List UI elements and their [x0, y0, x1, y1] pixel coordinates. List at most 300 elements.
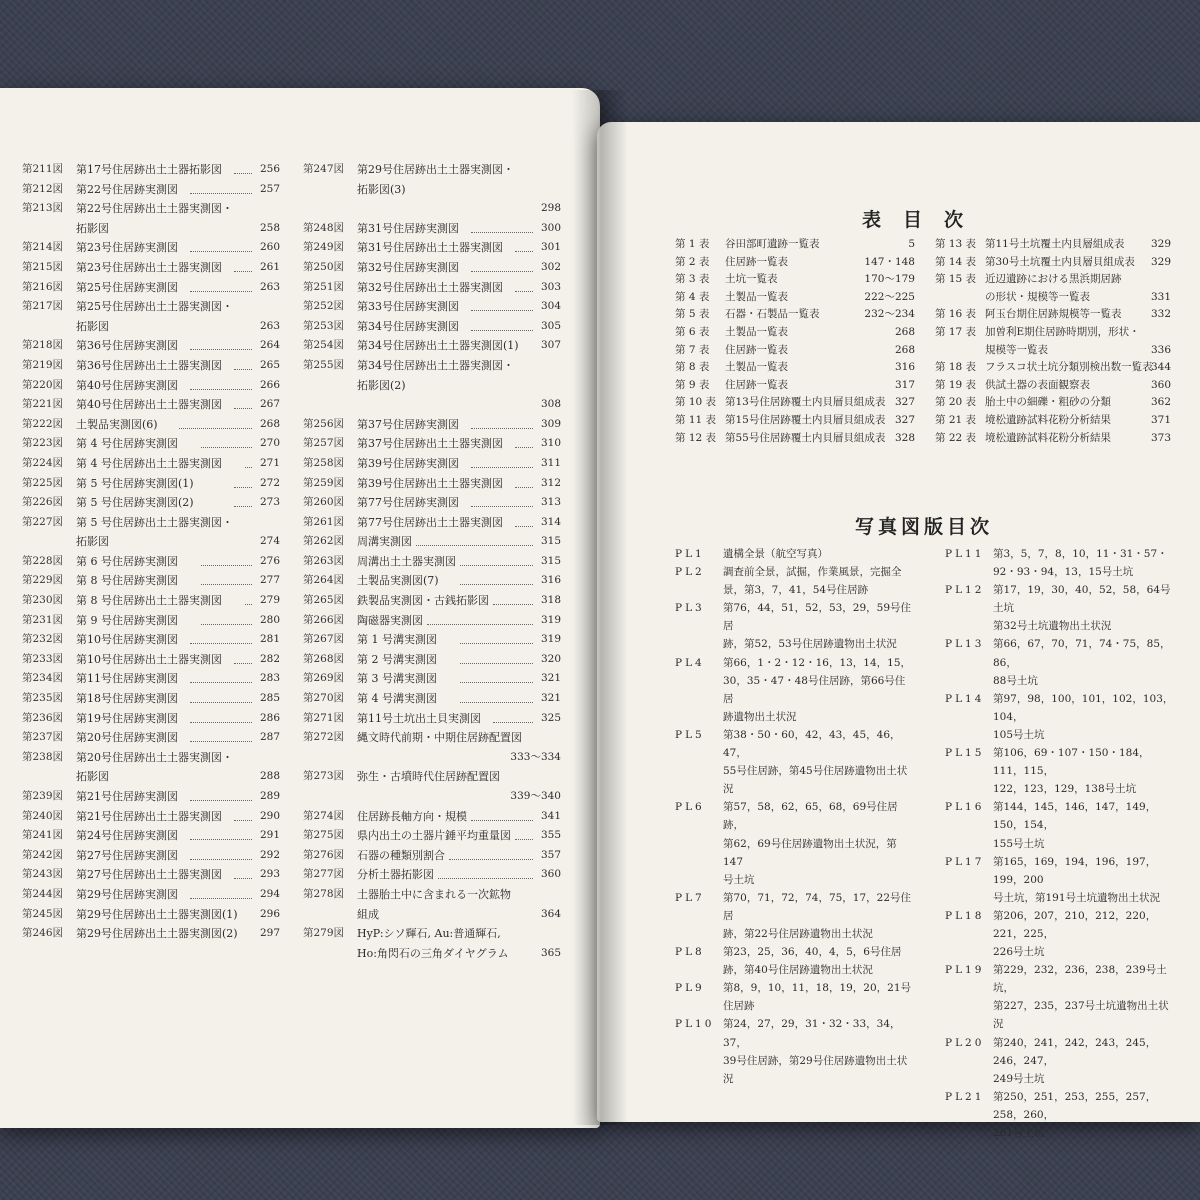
figure-title: 第36号住居跡実測図 [76, 339, 178, 353]
page-number: 277 [259, 574, 280, 587]
table-entry [935, 289, 1171, 307]
leader-dots [234, 369, 252, 370]
table-number: 第 2 表 [675, 255, 710, 268]
leader-dots [190, 643, 252, 644]
page-number: 281 [259, 633, 280, 646]
figure-number: 第238図 [22, 750, 64, 763]
plate-number: PL8 [675, 946, 705, 959]
plate-contents: 第17，19，30，40，52，58，64号土坑 第32号土坑遺物出土状況 [993, 584, 1171, 633]
table-number: 第 11 表 [675, 413, 717, 426]
figure-number: 第241図 [22, 829, 64, 842]
leader-dots [471, 232, 533, 233]
page-number: 257 [259, 182, 280, 195]
page-number: 268 [894, 325, 915, 338]
figure-number: 第222図 [22, 417, 64, 430]
figure-entry [303, 532, 561, 552]
page-number: 307 [540, 339, 561, 352]
table-title: 第55号住居跡覆土内貝層貝組成表 [725, 431, 886, 444]
figure-entry [22, 846, 280, 866]
figure-title: 第 8 号住居跡実測図 [76, 574, 178, 588]
table-entry [675, 412, 915, 430]
figure-entry [22, 454, 280, 474]
page-number: 267 [259, 398, 280, 411]
leader-dots [416, 545, 533, 546]
table-entry [675, 377, 915, 395]
table-number: 第 10 表 [675, 396, 717, 409]
page-number: 332 [1150, 308, 1171, 321]
table-title: 土製品一覧表 [725, 290, 788, 303]
figure-number: 第239図 [22, 790, 64, 802]
leader-dots [190, 898, 252, 899]
page-number: 258 [259, 221, 280, 234]
leader-dots [515, 487, 533, 488]
table-title: 住居跡一覧表 [725, 343, 788, 356]
leader-dots [460, 643, 533, 644]
figure-entry [22, 787, 280, 807]
plate-entry [945, 961, 1175, 1033]
figure-entry [22, 728, 280, 748]
plate-entry [675, 798, 915, 888]
plate-entry [945, 690, 1175, 744]
table-entry [675, 289, 915, 307]
figure-title: 組成 [357, 907, 379, 921]
page-number: 303 [540, 280, 561, 293]
figure-entry [303, 826, 561, 846]
figure-title: 第21号住居跡出土土器実測図 [76, 809, 222, 823]
figure-entry-continuation [22, 317, 280, 337]
page-number: 265 [259, 358, 280, 371]
figure-title: 第 5 号住居跡出土土器実測図・ [76, 515, 233, 529]
table-title: 土製品一覧表 [725, 361, 788, 374]
leader-dots [190, 349, 252, 350]
figure-entry [303, 356, 561, 376]
table-entry [935, 342, 1171, 360]
figure-entry [303, 317, 561, 337]
figure-entry [22, 336, 280, 356]
page-number: 263 [259, 280, 280, 293]
figure-entry-continuation [303, 180, 561, 200]
figure-title: 第10号住居跡実測図 [76, 633, 178, 647]
leader-dots [471, 428, 533, 429]
page-number: 288 [259, 770, 280, 783]
figure-number: 第219図 [22, 358, 64, 371]
figure-entry [22, 669, 280, 689]
leader-dots [190, 702, 252, 703]
figure-title: 第34号住居跡出土土器実測図・ [357, 358, 514, 372]
plate-number: PL1 [675, 548, 705, 560]
figure-entry [22, 885, 280, 905]
table-title: 第13号住居跡覆土内貝層貝組成表 [725, 396, 886, 409]
figure-title: 第24号住居跡実測図 [76, 829, 178, 843]
page-number: 170～179 [864, 273, 915, 286]
figure-entry-continuation [22, 767, 280, 787]
leader-dots [190, 389, 252, 390]
figure-title: 周溝実測図 [357, 535, 412, 549]
figure-title: 拓影図 [76, 535, 109, 549]
figure-title: 第17号住居跡出土土器拓影図 [76, 163, 222, 176]
table-number: 第 18 表 [935, 361, 977, 374]
page-number: 336 [1150, 343, 1171, 356]
page-number: 373 [1150, 431, 1171, 444]
plate-contents: 第8，9，10，11，18，19，20，21号 住居跡 [723, 982, 912, 1013]
figure-number: 第275図 [303, 829, 345, 842]
figure-entry-continuation [303, 787, 561, 807]
leader-dots [190, 722, 252, 723]
figure-entry [303, 415, 561, 435]
figure-entry [22, 552, 280, 572]
figure-title: 第40号住居跡出土土器実測図 [76, 398, 222, 412]
figure-title: 弥生・古墳時代住居跡配置図 [357, 770, 500, 784]
figure-title: 第 1 号溝実測図 [357, 633, 437, 647]
figure-entry [22, 689, 280, 709]
plate-contents: 第23，25，36，40，4，5，6号住居 跡，第40号住居跡遺物出土状況 [723, 946, 902, 977]
page-number: 268 [259, 417, 280, 430]
page-number: 321 [540, 672, 561, 685]
page-number: 325 [540, 711, 561, 724]
table-title: 住居跡一覧表 [725, 378, 788, 391]
figure-title: 第29号住居跡出土土器実測図・ [357, 163, 514, 176]
table-entry [675, 254, 915, 272]
figure-entry [22, 513, 280, 533]
figure-number: 第250図 [303, 260, 345, 273]
figure-number: 第237図 [22, 731, 64, 744]
page-number: 314 [540, 515, 561, 528]
figure-entry [22, 238, 280, 258]
plate-number: PL18 [945, 909, 985, 922]
plate-contents: 遺構全景（航空写真） [723, 548, 828, 560]
plate-entry [675, 943, 915, 979]
figure-number: 第253図 [303, 319, 345, 332]
figure-number: 第251図 [303, 280, 345, 293]
figure-title: 第37号住居跡出土土器実測図 [357, 437, 503, 451]
figure-number: 第235図 [22, 692, 64, 705]
plate-entry [675, 889, 915, 943]
figure-number: 第260図 [303, 496, 345, 509]
plate-entry [945, 1034, 1175, 1088]
table-number: 第 9 表 [675, 378, 710, 391]
figure-entry [303, 630, 561, 650]
plate-entry [945, 853, 1175, 907]
page-number: 308 [540, 398, 561, 411]
page-number: 331 [1150, 290, 1171, 303]
plate-contents: 第144，145，146，147，149，150，154， 155号土坑 [993, 801, 1157, 850]
page-number: 296 [259, 907, 280, 920]
page-number: 268 [894, 343, 915, 356]
figure-entry [303, 336, 561, 356]
leader-dots [460, 565, 533, 566]
table-entry [935, 394, 1171, 412]
figure-number: 第276図 [303, 848, 345, 861]
leader-dots [190, 859, 252, 860]
plate-contents: 第38・50・60，42，43，45，46，47， 55号住居跡，第45号住居跡遺物出土状 況 [723, 728, 908, 796]
figure-number: 第272図 [303, 731, 345, 744]
leader-dots [438, 878, 533, 879]
page-number: 305 [540, 319, 561, 332]
figure-number: 第256図 [303, 417, 345, 430]
figure-title: 第 8 号住居跡出土土器実測図 [76, 594, 222, 608]
leader-dots [471, 506, 533, 507]
leader-dots [201, 624, 252, 625]
leader-dots [460, 663, 533, 664]
page-number: 316 [894, 361, 915, 374]
page-number: 147・148 [864, 255, 915, 268]
figure-list-column-1 [22, 160, 280, 944]
figure-number: 第245図 [22, 907, 64, 920]
figure-entry [22, 199, 280, 219]
page-number: 271 [259, 456, 280, 469]
plate-list-column-2 [945, 545, 1175, 1142]
figure-title: 鉄製品実測図・古銭拓影図 [357, 594, 489, 608]
figure-title: 第 4 号住居跡出土土器実測図 [76, 456, 222, 470]
figure-title: 第34号住居跡出土土器実測図(1) [357, 339, 519, 353]
table-number: 第 8 表 [675, 361, 710, 374]
figure-entry [22, 924, 280, 944]
page-number: 282 [259, 652, 280, 665]
leader-dots [190, 682, 252, 683]
page-number: 341 [540, 809, 561, 822]
page-number: 319 [540, 633, 561, 646]
leader-dots [234, 506, 252, 507]
figure-title: 第77号住居跡出土土器実測図 [357, 515, 503, 529]
leader-dots [460, 682, 533, 683]
page-number: 256 [259, 163, 280, 175]
figure-number: 第252図 [303, 300, 345, 313]
figure-title: 拓影図 [76, 319, 109, 333]
figure-title: 土器胎土中に含まれる一次鉱物 [357, 887, 511, 901]
figure-number: 第259図 [303, 476, 345, 489]
plate-contents: 第66，1・2・12・16，13，14，15， 30，35・47・48号住居跡，第66号住居 跡遺物出土状況 [723, 656, 912, 723]
page-number: 293 [259, 868, 280, 881]
figure-title: 県内出土の土器片錘平均重量図 [357, 829, 511, 843]
plate-entry [675, 726, 915, 798]
figure-number: 第248図 [303, 221, 345, 234]
page-number: 360 [540, 868, 561, 881]
figure-title: 第40号住居跡実測図 [76, 378, 178, 392]
table-entry [935, 254, 1171, 272]
figure-number: 第278図 [303, 887, 345, 900]
figure-entry [22, 571, 280, 591]
page-number: 371 [1150, 413, 1171, 426]
leader-dots [471, 330, 533, 331]
plate-contents: 第240，241，242，243，245，246，247， 249号土坑 [993, 1036, 1157, 1085]
table-title: 住居跡一覧表 [725, 255, 788, 268]
table-number: 第 20 表 [935, 396, 977, 409]
figure-entry [22, 297, 280, 317]
figure-number: 第265図 [303, 594, 345, 607]
table-entry [675, 306, 915, 324]
page-number: 304 [540, 300, 561, 313]
figure-number: 第257図 [303, 437, 345, 450]
figure-entry [303, 258, 561, 278]
leader-dots [471, 820, 533, 821]
figure-title: 第19号住居跡実測図 [76, 711, 178, 725]
table-title: の形状・規模等一覧表 [985, 290, 1090, 303]
plate-contents: 第57，58，62，65，68，69号住居跡， 第62，69号住居跡遺物出土状況，第147 号土坑 [723, 801, 898, 886]
page-number: 327 [894, 396, 915, 409]
leader-dots [190, 291, 252, 292]
leader-dots [190, 251, 252, 252]
figure-title: 第39号住居跡出土土器実測図 [357, 476, 503, 490]
figure-number: 第270図 [303, 692, 345, 705]
page-number: 266 [259, 378, 280, 391]
figure-title: 第31号住居跡出土土器実測図 [357, 241, 503, 255]
figure-entry [303, 728, 561, 748]
table-list-column-2 [935, 236, 1171, 447]
plate-contents: 第106，69・107・150・184，111，115， 122，123，129，138号土坑 [993, 747, 1150, 796]
table-title: 境松遺跡試料花粉分析結果 [985, 431, 1111, 444]
table-title: 供試土器の表面観察表 [985, 378, 1090, 391]
figure-number: 第217図 [22, 300, 64, 313]
figure-number: 第233図 [22, 652, 64, 665]
figure-number: 第230図 [22, 594, 64, 607]
figure-number: 第242図 [22, 848, 64, 861]
leader-dots [234, 878, 252, 879]
figure-number: 第266図 [303, 613, 345, 626]
leader-dots [234, 820, 252, 821]
figure-title: 第 5 号住居跡実測図(2) [76, 496, 194, 510]
leader-dots [471, 271, 533, 272]
plate-number: PL7 [675, 891, 705, 904]
table-number: 第 21 表 [935, 413, 977, 426]
figure-entry-continuation [303, 199, 561, 219]
table-entry [935, 377, 1171, 395]
figure-number: 第279図 [303, 927, 345, 940]
figure-number: 第211図 [22, 163, 64, 175]
figure-title: 拓影図(2) [357, 378, 406, 392]
table-title: 谷田部町遺跡一覧表 [725, 238, 820, 250]
table-entry [935, 306, 1171, 324]
leader-dots [427, 624, 533, 625]
leader-dots [234, 173, 252, 174]
figure-title: 分析土器拓影図 [357, 868, 434, 882]
leader-dots [460, 584, 533, 585]
plate-contents: 調査前全景，試掘，作業風景，完掘全 景，第3，7，41，54号住居跡 [723, 566, 902, 597]
table-title: 土坑一覧表 [725, 273, 778, 286]
figure-number: 第232図 [22, 633, 64, 646]
figure-entry [303, 297, 561, 317]
table-entry [675, 342, 915, 360]
plate-number: PL15 [945, 747, 985, 760]
figure-entry [22, 278, 280, 298]
figure-number: 第262図 [303, 535, 345, 548]
page-number: 344 [1150, 361, 1171, 374]
figure-number: 第271図 [303, 711, 345, 724]
plate-number: PL20 [945, 1036, 985, 1049]
plate-contents: 第66，67，70，71，74・75，85，86， 88号土坑 [993, 638, 1171, 687]
figure-title: 第 9 号住居跡実測図 [76, 613, 178, 627]
page-number: 360 [1150, 378, 1171, 391]
figure-number: 第214図 [22, 241, 64, 254]
figure-entry [303, 493, 561, 513]
figure-number: 第216図 [22, 280, 64, 293]
figure-list-column-2 [303, 160, 561, 963]
figure-number: 第264図 [303, 574, 345, 587]
page-number: 285 [259, 692, 280, 705]
leader-dots [245, 604, 252, 605]
figure-entry [22, 434, 280, 454]
figure-title: 第11号土坑出土貝実測図 [357, 711, 481, 725]
plate-contents: 第3，5，7，8，10，11・31・57・ 92・93・94，13，15号土坑 [993, 548, 1168, 579]
plate-entry [675, 654, 915, 726]
figure-title: 第 2 号溝実測図 [357, 652, 437, 666]
figure-number: 第277図 [303, 868, 345, 881]
figure-entry [303, 238, 561, 258]
leader-dots [449, 859, 533, 860]
page-number: 276 [259, 554, 280, 567]
page-number: 315 [540, 554, 561, 567]
figure-entry [303, 454, 561, 474]
figure-number: 第221図 [22, 398, 64, 411]
table-number: 第 3 表 [675, 273, 710, 286]
plate-entry [945, 581, 1175, 635]
table-entry [935, 324, 1171, 342]
table-entry [675, 394, 915, 412]
plate-number: PL4 [675, 656, 705, 669]
figure-number: 第243図 [22, 868, 64, 881]
plate-number: PL5 [675, 728, 705, 741]
figure-number: 第274図 [303, 809, 345, 822]
table-number: 第 14 表 [935, 255, 977, 268]
plate-entry [945, 545, 1175, 581]
page-number: 355 [540, 829, 561, 842]
leader-dots [234, 271, 252, 272]
page-number: 315 [540, 535, 561, 548]
page-number: 329 [1150, 255, 1171, 268]
page-number: 274 [259, 535, 280, 548]
tables-heading: 表目次 [862, 209, 986, 231]
figure-entry [303, 689, 561, 709]
figure-title: 第27号住居跡実測図 [76, 848, 178, 862]
table-number: 第 15 表 [935, 273, 977, 286]
figure-number: 第273図 [303, 770, 345, 783]
page-number: 317 [894, 378, 915, 391]
figure-entry [303, 552, 561, 572]
figure-title: 拓影図 [76, 221, 109, 235]
figure-entry [22, 905, 280, 925]
figure-title: 第23号住居跡実測図 [76, 241, 178, 255]
figure-title: 第33号住居跡実測図 [357, 300, 459, 314]
plate-contents: 第206，207，210，212，220，221，225， 226号土坑 [993, 909, 1157, 959]
figure-title: 第39号住居跡実測図 [357, 456, 459, 470]
figure-number: 第267図 [303, 633, 345, 646]
figure-entry [303, 591, 561, 611]
leader-dots [460, 702, 533, 703]
figure-entry [303, 219, 561, 239]
table-number: 第 13 表 [935, 238, 977, 250]
figure-entry [303, 924, 561, 944]
table-entry [935, 430, 1171, 448]
page-number: 357 [540, 848, 561, 861]
figure-title: 第32号住居跡出土土器実測図 [357, 280, 503, 294]
page-number: 301 [540, 241, 561, 254]
figure-entry [22, 807, 280, 827]
page-number: 279 [259, 594, 280, 607]
plate-contents: 第229，232，236，238，239号土坑， 第227，235，237号土坑遺物出土状況 [993, 964, 1169, 1031]
figure-entry [22, 865, 280, 885]
page-number: 321 [540, 692, 561, 705]
page-number: 272 [259, 476, 280, 489]
plate-entry [945, 1088, 1175, 1142]
leader-dots [190, 800, 252, 801]
figure-title: 陶磁器実測図 [357, 613, 423, 627]
table-title: 石器・石製品一覧表 [725, 308, 820, 321]
page-number: 232～234 [864, 308, 915, 321]
figure-entry [303, 807, 561, 827]
figure-entry [22, 258, 280, 278]
figure-entry [303, 434, 561, 454]
plate-contents: 第97，98，100，101，102，103，104， 105号土坑 [993, 692, 1174, 741]
figure-title: 拓影図(3) [357, 182, 406, 196]
